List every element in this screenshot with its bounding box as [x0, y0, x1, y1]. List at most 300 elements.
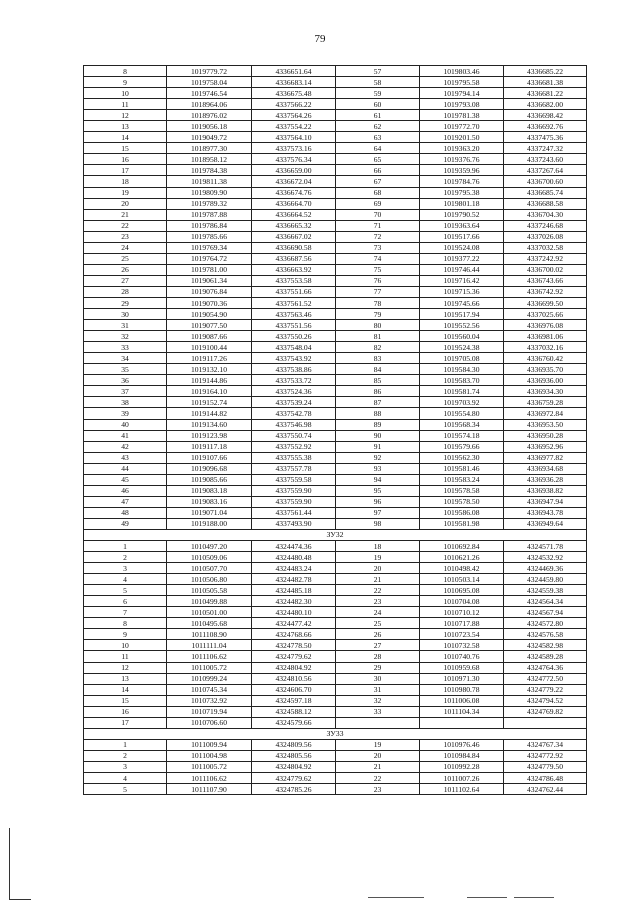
x-coordinate-cell: 1019076.84 — [167, 286, 252, 297]
table-row — [84, 463, 587, 474]
y-coordinate-cell: 4324779.62 — [252, 651, 336, 662]
x-coordinate-cell: 1019049.72 — [167, 132, 252, 143]
coordinates-table-body — [84, 66, 587, 795]
point-number-cell: 85 — [336, 375, 420, 386]
x-coordinate-cell: 1019578.50 — [420, 496, 504, 507]
y-coordinate-cell: 4337539.24 — [252, 397, 336, 408]
y-coordinate-cell: 4336935.70 — [504, 364, 587, 375]
x-coordinate-cell: 1019779.72 — [167, 66, 252, 77]
table-row — [84, 695, 587, 706]
y-coordinate-cell: 4336949.64 — [504, 518, 587, 529]
y-coordinate-cell: 4336685.22 — [504, 66, 587, 77]
y-coordinate-cell: 4324779.50 — [504, 761, 587, 772]
table-row — [84, 309, 587, 320]
point-number-cell: 80 — [336, 320, 420, 331]
table-row — [84, 563, 587, 574]
x-coordinate-cell: 1019552.56 — [420, 320, 504, 331]
y-coordinate-cell: 4324779.62 — [252, 773, 336, 784]
y-coordinate-cell: 4337542.78 — [252, 408, 336, 419]
y-coordinate-cell: 4324767.34 — [504, 739, 587, 750]
point-number-cell: 17 — [84, 717, 167, 728]
table-row — [84, 585, 587, 596]
x-coordinate-cell: 1019772.70 — [420, 121, 504, 132]
section-label: ЗУ32 — [84, 529, 587, 540]
x-coordinate-cell: 1011104.34 — [420, 706, 504, 717]
y-coordinate-cell: 4324477.42 — [252, 618, 336, 629]
point-number-cell: 95 — [336, 485, 420, 496]
x-coordinate-cell: 1019188.00 — [167, 518, 252, 529]
y-coordinate-cell: 4324785.26 — [252, 784, 336, 795]
x-coordinate-cell: 1019758.04 — [167, 77, 252, 88]
point-number-cell: 33 — [84, 342, 167, 353]
point-number-cell: 23 — [336, 784, 420, 795]
point-number-cell: 28 — [84, 286, 167, 297]
y-coordinate-cell: 4336972.84 — [504, 408, 587, 419]
x-coordinate-cell: 1019764.72 — [167, 253, 252, 264]
point-number-cell: 15 — [84, 143, 167, 154]
x-coordinate-cell: 1019578.58 — [420, 485, 504, 496]
y-coordinate-cell: 4336952.96 — [504, 441, 587, 452]
point-number-cell: 15 — [84, 695, 167, 706]
x-coordinate-cell: 1019789.32 — [167, 198, 252, 209]
table-row — [84, 88, 587, 99]
y-coordinate-cell: 4324532.92 — [504, 552, 587, 563]
point-number-cell: 46 — [84, 485, 167, 496]
table-row — [84, 441, 587, 452]
point-number-cell: 43 — [84, 452, 167, 463]
x-coordinate-cell: 1011106.62 — [167, 651, 252, 662]
x-coordinate-cell: 1019524.08 — [420, 242, 504, 253]
point-number-cell: 59 — [336, 88, 420, 99]
x-coordinate-cell: 1019786.84 — [167, 220, 252, 231]
x-coordinate-cell: 1010509.06 — [167, 552, 252, 563]
y-coordinate-cell: 4336665.32 — [252, 220, 336, 231]
x-coordinate-cell: 1019376.76 — [420, 154, 504, 165]
y-coordinate-cell: 4324779.22 — [504, 684, 587, 695]
x-coordinate-cell: 1019801.18 — [420, 198, 504, 209]
x-coordinate-cell: 1019524.38 — [420, 342, 504, 353]
point-number-cell: 30 — [336, 673, 420, 684]
table-row — [84, 187, 587, 198]
table-row — [84, 132, 587, 143]
y-coordinate-cell: 4324764.36 — [504, 662, 587, 673]
point-number-cell: 14 — [84, 684, 167, 695]
x-coordinate-cell: 1019054.90 — [167, 309, 252, 320]
table-row — [84, 541, 587, 552]
point-number-cell: 41 — [84, 430, 167, 441]
y-coordinate-cell: 4336674.76 — [252, 187, 336, 198]
point-number-cell: 3 — [84, 761, 167, 772]
y-coordinate-cell: 4337563.46 — [252, 309, 336, 320]
y-coordinate-cell: 4337554.22 — [252, 121, 336, 132]
x-coordinate-cell: 1018964.06 — [167, 99, 252, 110]
table-row — [84, 77, 587, 88]
point-number-cell: 14 — [84, 132, 167, 143]
y-coordinate-cell: 4336950.28 — [504, 430, 587, 441]
x-coordinate-cell: 1019705.08 — [420, 353, 504, 364]
point-number-cell: 32 — [84, 331, 167, 342]
footer-mark — [467, 897, 507, 898]
x-coordinate-cell: 1019359.96 — [420, 165, 504, 176]
point-number-cell: 92 — [336, 452, 420, 463]
point-number-cell: 65 — [336, 154, 420, 165]
y-coordinate-cell: 4324482.30 — [252, 596, 336, 607]
x-coordinate-cell: 1010959.68 — [420, 662, 504, 673]
y-coordinate-cell: 4336692.76 — [504, 121, 587, 132]
x-coordinate-cell: 1019144.82 — [167, 408, 252, 419]
point-number-cell: 90 — [336, 430, 420, 441]
table-row — [84, 485, 587, 496]
y-coordinate-cell: 4336664.70 — [252, 198, 336, 209]
y-coordinate-cell: 4337576.34 — [252, 154, 336, 165]
point-number-cell: 74 — [336, 253, 420, 264]
point-number-cell: 72 — [336, 231, 420, 242]
x-coordinate-cell: 1011108.90 — [167, 629, 252, 640]
y-coordinate-cell: 4336700.60 — [504, 176, 587, 187]
table-row — [84, 552, 587, 563]
table-row — [84, 198, 587, 209]
x-coordinate-cell: 1019087.66 — [167, 331, 252, 342]
point-number-cell: 19 — [84, 187, 167, 198]
x-coordinate-cell: 1011006.08 — [420, 695, 504, 706]
point-number-cell: 22 — [84, 220, 167, 231]
y-coordinate-cell: 4336681.38 — [504, 77, 587, 88]
point-number-cell: 21 — [84, 209, 167, 220]
y-coordinate-cell: 4324483.24 — [252, 563, 336, 574]
y-coordinate-cell: 4324576.58 — [504, 629, 587, 640]
x-coordinate-cell: 1010976.46 — [420, 739, 504, 750]
x-coordinate-cell: 1019085.66 — [167, 474, 252, 485]
x-coordinate-cell: 1011111.04 — [167, 640, 252, 651]
y-coordinate-cell: 4336682.00 — [504, 99, 587, 110]
section-header-row — [84, 728, 587, 739]
table-row — [84, 99, 587, 110]
x-coordinate-cell: 1010723.54 — [420, 629, 504, 640]
x-coordinate-cell: 1011009.94 — [167, 739, 252, 750]
x-coordinate-cell: 1019363.20 — [420, 143, 504, 154]
table-row — [84, 706, 587, 717]
x-coordinate-cell: 1019132.10 — [167, 364, 252, 375]
x-coordinate-cell: 1010717.88 — [420, 618, 504, 629]
x-coordinate-cell: 1019794.14 — [420, 88, 504, 99]
section-header-row — [84, 529, 587, 540]
point-number-cell: 24 — [84, 242, 167, 253]
y-coordinate-cell: 4336743.66 — [504, 275, 587, 286]
point-number-cell: 20 — [336, 563, 420, 574]
table-row — [84, 430, 587, 441]
y-coordinate-cell: 4324459.80 — [504, 574, 587, 585]
x-coordinate-cell: 1019070.36 — [167, 297, 252, 308]
point-number-cell: 48 — [84, 507, 167, 518]
point-number-cell: 83 — [336, 353, 420, 364]
y-coordinate-cell: 4324480.10 — [252, 607, 336, 618]
point-number-cell: 13 — [84, 673, 167, 684]
x-coordinate-cell: 1019784.38 — [167, 165, 252, 176]
table-row — [84, 596, 587, 607]
point-number-cell: 27 — [336, 640, 420, 651]
y-coordinate-cell: 4324582.98 — [504, 640, 587, 651]
x-coordinate-cell: 1019795.58 — [420, 77, 504, 88]
table-row — [84, 297, 587, 308]
x-coordinate-cell: 1010506.80 — [167, 574, 252, 585]
x-coordinate-cell: 1019746.44 — [420, 264, 504, 275]
y-coordinate-cell: 4324469.36 — [504, 563, 587, 574]
table-row — [84, 640, 587, 651]
point-number-cell: 63 — [336, 132, 420, 143]
point-number-cell: 86 — [336, 386, 420, 397]
point-number-cell: 38 — [84, 397, 167, 408]
y-coordinate-cell: 4337561.52 — [252, 297, 336, 308]
y-coordinate-cell: 4337243.60 — [504, 154, 587, 165]
y-coordinate-cell: 4336681.22 — [504, 88, 587, 99]
x-coordinate-cell: 1011005.72 — [167, 662, 252, 673]
x-coordinate-cell: 1019083.16 — [167, 496, 252, 507]
y-coordinate-cell: 4337550.26 — [252, 331, 336, 342]
point-number-cell: 82 — [336, 342, 420, 353]
y-coordinate-cell: 4336672.04 — [252, 176, 336, 187]
y-coordinate-cell: 4324589.28 — [504, 651, 587, 662]
x-coordinate-cell: 1011004.98 — [167, 750, 252, 761]
x-coordinate-cell: 1010505.58 — [167, 585, 252, 596]
y-coordinate-cell: 4336934.30 — [504, 386, 587, 397]
point-number-cell: 44 — [84, 463, 167, 474]
y-coordinate-cell: 4336699.50 — [504, 297, 587, 308]
x-coordinate-cell: 1019562.30 — [420, 452, 504, 463]
x-coordinate-cell — [420, 717, 504, 728]
y-coordinate-cell: 4337242.92 — [504, 253, 587, 264]
y-coordinate-cell: 4337557.78 — [252, 463, 336, 474]
y-coordinate-cell: 4324571.78 — [504, 541, 587, 552]
x-coordinate-cell: 1010495.68 — [167, 618, 252, 629]
point-number-cell: 13 — [84, 121, 167, 132]
y-coordinate-cell: 4324480.48 — [252, 552, 336, 563]
y-coordinate-cell: 4336685.74 — [504, 187, 587, 198]
y-coordinate-cell: 4324772.92 — [504, 750, 587, 761]
y-coordinate-cell: 4337564.10 — [252, 132, 336, 143]
y-coordinate-cell: 4337559.90 — [252, 496, 336, 507]
point-number-cell: 25 — [336, 618, 420, 629]
point-number-cell: 35 — [84, 364, 167, 375]
x-coordinate-cell: 1019077.50 — [167, 320, 252, 331]
x-coordinate-cell: 1019583.24 — [420, 474, 504, 485]
x-coordinate-cell: 1010499.88 — [167, 596, 252, 607]
margin-rule-tick — [9, 899, 31, 900]
table-row — [84, 331, 587, 342]
point-number-cell: 37 — [84, 386, 167, 397]
table-row — [84, 518, 587, 529]
point-number-cell: 33 — [336, 706, 420, 717]
y-coordinate-cell: 4324768.66 — [252, 629, 336, 640]
point-number-cell: 8 — [84, 618, 167, 629]
table-row — [84, 496, 587, 507]
table-row — [84, 651, 587, 662]
point-number-cell: 16 — [84, 154, 167, 165]
x-coordinate-cell: 1019581.74 — [420, 386, 504, 397]
point-number-cell: 34 — [84, 353, 167, 364]
point-number-cell: 21 — [336, 574, 420, 585]
point-number-cell: 2 — [84, 750, 167, 761]
x-coordinate-cell: 1019581.98 — [420, 518, 504, 529]
point-number-cell: 60 — [336, 99, 420, 110]
point-number-cell: 5 — [84, 585, 167, 596]
point-number-cell: 4 — [84, 574, 167, 585]
point-number-cell: 10 — [84, 640, 167, 651]
y-coordinate-cell: 4324606.70 — [252, 684, 336, 695]
y-coordinate-cell: 4337246.68 — [504, 220, 587, 231]
point-number-cell: 21 — [336, 761, 420, 772]
x-coordinate-cell: 1019123.98 — [167, 430, 252, 441]
x-coordinate-cell: 1019716.42 — [420, 275, 504, 286]
table-row — [84, 275, 587, 286]
point-number-cell: 20 — [336, 750, 420, 761]
y-coordinate-cell: 4336976.08 — [504, 320, 587, 331]
y-coordinate-cell: 4337543.92 — [252, 353, 336, 364]
table-row — [84, 364, 587, 375]
point-number-cell: 5 — [84, 784, 167, 795]
point-number-cell: 88 — [336, 408, 420, 419]
y-coordinate-cell: 4336938.82 — [504, 485, 587, 496]
x-coordinate-cell: 1010501.00 — [167, 607, 252, 618]
point-number-cell: 47 — [84, 496, 167, 507]
y-coordinate-cell: 4324772.50 — [504, 673, 587, 684]
point-number-cell: 1 — [84, 739, 167, 750]
point-number-cell: 94 — [336, 474, 420, 485]
x-coordinate-cell: 1019071.04 — [167, 507, 252, 518]
x-coordinate-cell: 1019581.46 — [420, 463, 504, 474]
y-coordinate-cell: 4337559.58 — [252, 474, 336, 485]
table-row — [84, 386, 587, 397]
table-row — [84, 574, 587, 585]
y-coordinate-cell: 4336953.50 — [504, 419, 587, 430]
x-coordinate-cell: 1010695.08 — [420, 585, 504, 596]
y-coordinate-cell: 4324809.56 — [252, 739, 336, 750]
point-number-cell: 58 — [336, 77, 420, 88]
point-number-cell: 73 — [336, 242, 420, 253]
table-row — [84, 773, 587, 784]
x-coordinate-cell: 1019560.04 — [420, 331, 504, 342]
y-coordinate-cell: 4336651.64 — [252, 66, 336, 77]
x-coordinate-cell: 1018958.12 — [167, 154, 252, 165]
table-row — [84, 66, 587, 77]
y-coordinate-cell: 4337524.36 — [252, 386, 336, 397]
point-number-cell: 29 — [84, 297, 167, 308]
x-coordinate-cell: 1010706.60 — [167, 717, 252, 728]
table-row — [84, 784, 587, 795]
point-number-cell: 76 — [336, 275, 420, 286]
y-coordinate-cell: 4337564.26 — [252, 110, 336, 121]
y-coordinate-cell: 4336936.00 — [504, 375, 587, 386]
x-coordinate-cell: 1010745.34 — [167, 684, 252, 695]
x-coordinate-cell: 1019793.08 — [420, 99, 504, 110]
y-coordinate-cell: 4324805.56 — [252, 750, 336, 761]
point-number-cell: 79 — [336, 309, 420, 320]
table-row — [84, 342, 587, 353]
table-row — [84, 209, 587, 220]
point-number-cell: 26 — [84, 264, 167, 275]
y-coordinate-cell: 4324810.56 — [252, 673, 336, 684]
point-number-cell — [336, 717, 420, 728]
table-row — [84, 231, 587, 242]
y-coordinate-cell: 4324794.52 — [504, 695, 587, 706]
y-coordinate-cell: 4324485.18 — [252, 585, 336, 596]
table-row — [84, 761, 587, 772]
y-coordinate-cell: 4324564.34 — [504, 596, 587, 607]
table-row — [84, 684, 587, 695]
y-coordinate-cell: 4337026.08 — [504, 231, 587, 242]
x-coordinate-cell: 1019769.34 — [167, 242, 252, 253]
x-coordinate-cell: 1010992.28 — [420, 761, 504, 772]
x-coordinate-cell: 1010740.76 — [420, 651, 504, 662]
x-coordinate-cell: 1019568.34 — [420, 419, 504, 430]
point-number-cell: 39 — [84, 408, 167, 419]
y-coordinate-cell: 4337559.90 — [252, 485, 336, 496]
point-number-cell: 18 — [336, 541, 420, 552]
point-number-cell: 81 — [336, 331, 420, 342]
point-number-cell: 2 — [84, 552, 167, 563]
y-coordinate-cell: 4337247.32 — [504, 143, 587, 154]
y-coordinate-cell: 4336936.28 — [504, 474, 587, 485]
y-coordinate-cell: 4337551.66 — [252, 286, 336, 297]
x-coordinate-cell: 1010710.12 — [420, 607, 504, 618]
margin-rule — [9, 828, 10, 900]
x-coordinate-cell: 1019517.94 — [420, 309, 504, 320]
y-coordinate-cell: 4337550.74 — [252, 430, 336, 441]
x-coordinate-cell: 1019586.08 — [420, 507, 504, 518]
table-row — [84, 408, 587, 419]
x-coordinate-cell: 1010704.08 — [420, 596, 504, 607]
point-number-cell: 66 — [336, 165, 420, 176]
point-number-cell: 93 — [336, 463, 420, 474]
y-coordinate-cell: 4336675.48 — [252, 88, 336, 99]
y-coordinate-cell: 4336690.58 — [252, 242, 336, 253]
x-coordinate-cell: 1011107.90 — [167, 784, 252, 795]
x-coordinate-cell: 1019781.38 — [420, 110, 504, 121]
table-row — [84, 673, 587, 684]
y-coordinate-cell: 4337475.36 — [504, 132, 587, 143]
point-number-cell: 87 — [336, 397, 420, 408]
y-coordinate-cell: 4324567.94 — [504, 607, 587, 618]
point-number-cell: 23 — [84, 231, 167, 242]
x-coordinate-cell: 1019096.68 — [167, 463, 252, 474]
y-coordinate-cell: 4324762.44 — [504, 784, 587, 795]
x-coordinate-cell: 1019579.66 — [420, 441, 504, 452]
x-coordinate-cell: 1010621.26 — [420, 552, 504, 563]
y-coordinate-cell: 4336683.14 — [252, 77, 336, 88]
x-coordinate-cell: 1019584.30 — [420, 364, 504, 375]
y-coordinate-cell: 4337267.64 — [504, 165, 587, 176]
point-number-cell: 11 — [84, 99, 167, 110]
x-coordinate-cell: 1010498.42 — [420, 563, 504, 574]
x-coordinate-cell: 1010497.20 — [167, 541, 252, 552]
y-coordinate-cell: 4337538.86 — [252, 364, 336, 375]
table-row — [84, 629, 587, 640]
table-row — [84, 176, 587, 187]
x-coordinate-cell: 1019517.66 — [420, 231, 504, 242]
point-number-cell: 42 — [84, 441, 167, 452]
point-number-cell: 8 — [84, 66, 167, 77]
y-coordinate-cell: 4324769.82 — [504, 706, 587, 717]
point-number-cell: 25 — [84, 253, 167, 264]
x-coordinate-cell: 1019746.54 — [167, 88, 252, 99]
table-row — [84, 618, 587, 629]
y-coordinate-cell: 4336704.30 — [504, 209, 587, 220]
point-number-cell: 28 — [336, 651, 420, 662]
y-coordinate-cell — [504, 717, 587, 728]
x-coordinate-cell: 1011106.62 — [167, 773, 252, 784]
y-coordinate-cell: 4337025.66 — [504, 309, 587, 320]
y-coordinate-cell: 4336688.58 — [504, 198, 587, 209]
point-number-cell: 84 — [336, 364, 420, 375]
